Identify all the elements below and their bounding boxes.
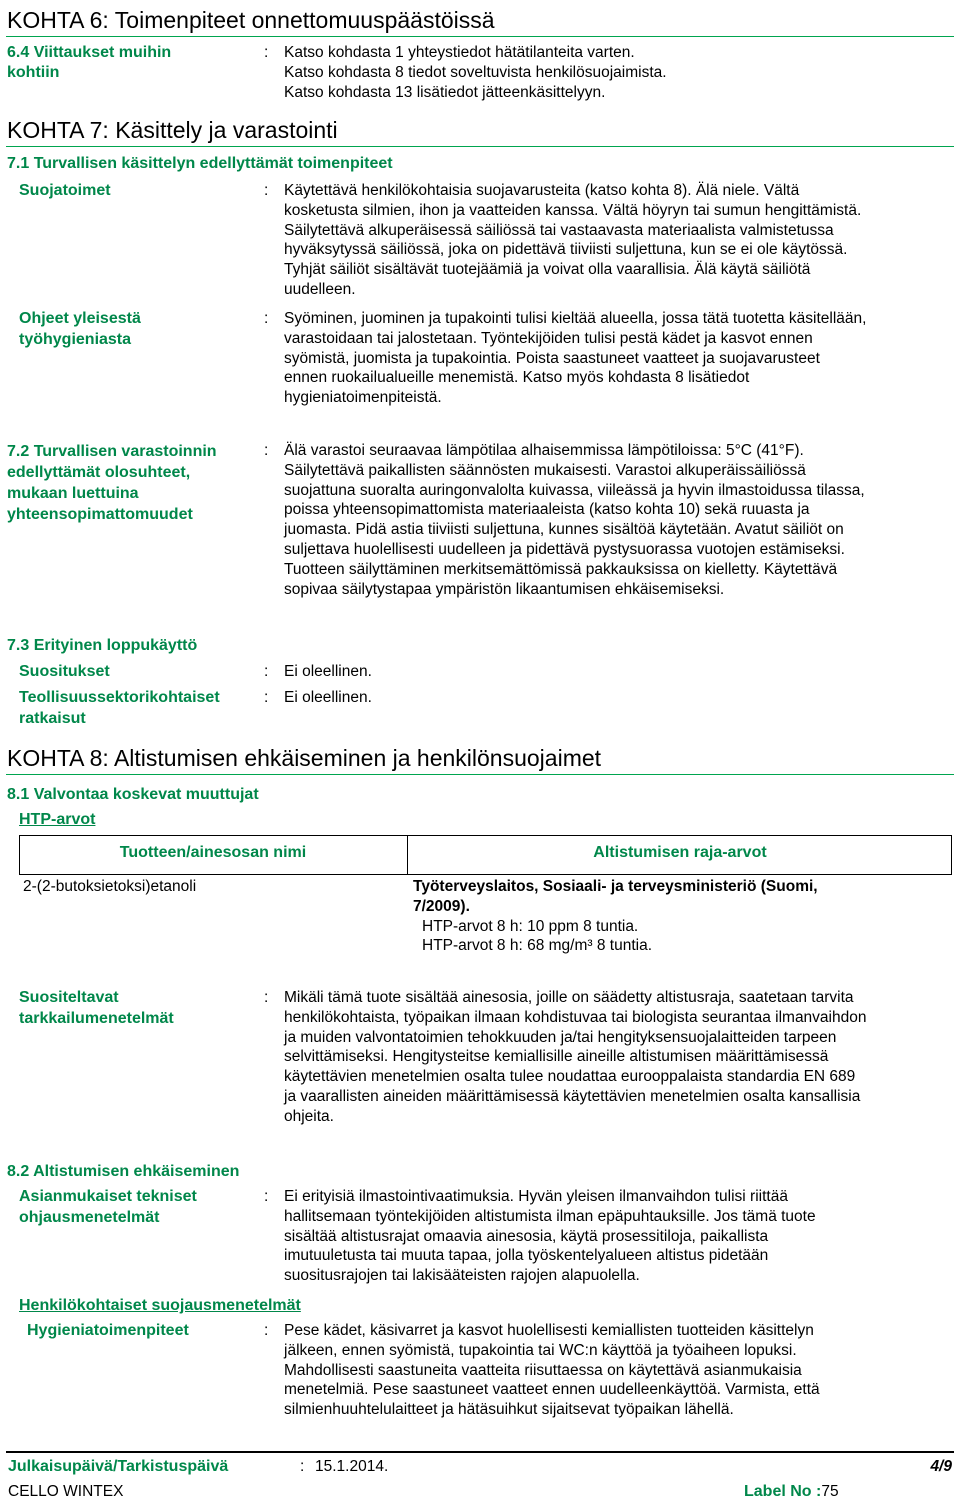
section-7-title: KOHTA 7: Käsittely ja varastointi [7,117,338,143]
tekniset-label: Asianmukaiset tekniset ohjausmenetelmät [19,1188,197,1226]
table-cell-substance: 2-(2-butoksietoksi)etanoli [23,878,197,895]
page-number: 4/9 [930,1458,952,1475]
table-cell-limits: Työterveyslaitos, Sosiaali- ja terveysministeriö (Suomi, 7/2009). HTP-arvot 8 h: 10 ppm 8 tuntia. HTP-arvot 8 h: 68 mg/m³ 8 tuntia. [413,878,818,955]
reference-line: Katso kohdasta 1 yhteystiedot hätätilanteita varten. [284,44,635,61]
ohjeet-label: Ohjeet yleisestä työhygieniasta [19,310,141,348]
ohjeet-text: Syöminen, juominen ja tupakointi tulisi kieltää alueella, jossa tätä tuotetta käsitellään, varastoidaan tai jalostetaan. Työntekijöiden tulisi pestä kädet ja kasvot ennen syömistä, juomista ja tupakointia. Poista saastuneet vaatteet ja suojavarusteet ennen ruokailualueille menemistä. Katso myös kohdasta 8 lisätiedot hygieniatoimenpiteistä. [284,310,867,407]
suojatoimet-label: Suojatoimet [19,182,111,199]
subsection-8-1-title: 8.1 Valvontaa koskevat muuttujat [7,786,259,803]
footer-rule [6,1451,954,1453]
reference-line: Katso kohdasta 13 lisätiedot jätteenkäsittelyyn. [284,83,606,101]
colon: : [264,1188,269,1205]
colon: : [264,989,269,1006]
colon: : [264,44,269,61]
section-divider [6,146,954,147]
table-header-limits: Altistumisen raja-arvot [593,844,767,861]
teollisuus-value: Ei oleellinen. [284,689,372,706]
henkilokohtaiset-heading: Henkilökohtaiset suojausmenetelmät [19,1297,301,1314]
footer-date-value: 15.1.2014. [315,1458,389,1475]
htp-arvot-heading: HTP-arvot [19,811,96,828]
hygienia-text: Pese kädet, käsivarret ja kasvot huolellisesti kemiallisten tuotteiden käsittelyn jälkeen, ennen syömistä, tupakointia tai WC:n käyttöä ja työaiheen lopuksi. Mahdollisesti saastuneita vaatteita riisuttaessa on käytettävä asianmukaisia menetelmiä. Pese saastuneet vaatteet ennen uudelleenkäyttöä. Varmista, että silmienhuuhtelulaitteet ja hätäsuihkut sijaitsevat työpaikan lähellä. [284,1322,820,1419]
subsection-6-4-title: 6.4 Viittaukset muihin kohtiin [7,44,172,81]
tekniset-text: Ei erityisiä ilmastointivaatimuksia. Hyvän yleisen ilmanvaihdon tulisi riittää hallitsemaan työntekijöiden altistumista ilman epäpuhtauksille. Jos tämä tuote sisältää altistusrajat omaavia ainesosia, käytä prosessitiloja, paikallista imutuuletusta tai muuta tapaa, jolla työskentelyalueen altistus pidetään suositusrajojen tai lakisääteisten rajojen alapuolella. [284,1188,816,1285]
colon: : [264,310,269,327]
subsection-7-3-title: 7.3 Erityinen loppukäyttö [7,637,198,654]
suositukset-label: Suositukset [19,663,110,680]
suositukset-value: Ei oleellinen. [284,663,372,680]
subsection-8-2-title: 8.2 Altistumisen ehkäiseminen [7,1163,240,1180]
section-divider [6,774,954,775]
section-divider [6,36,954,37]
colon: : [264,1322,269,1339]
colon: : [264,689,269,706]
hygienia-label: Hygieniatoimenpiteet [27,1322,189,1339]
tarkkailu-label: Suositeltavat tarkkailumenetelmät [19,989,174,1027]
teollisuus-label: Teollisuussektorikohtaiset ratkaisut [19,689,220,727]
section-6-references [284,43,954,102]
footer-date-label: Julkaisupäivä/Tarkistuspäivä [8,1458,229,1475]
subsection-7-1-title: 7.1 Turvallisen käsittelyn edellyttämät toimenpiteet [7,155,393,172]
varastointi-text: Älä varastoi seuraavaa lämpötilaa alhaisemmissa lämpötiloissa: 5°C (41°F). Säilytettävä paikallisten säännösten mukaisesti. Varastoi alkuperäissäiliössä suojattuna suoralta auringonvalolta kuivassa, viileässä ja hyvin ilmastoidussa tilassa, poissa yhteensopimattomista materiaaleista (katso kohta 10) sekä ruuasta ja juomasta. Pidä astia tiiviisti suljettuna, kunnes sisältöä käytetään. Avatut säiliöt on suljettava huolellisesti uudelleen ja pidettävä pystysuorassa vuotojen estämiseksi. Tuotteen säilyttäminen merkitsemättömissä pakkauksissa on kielletty. Käytettävä sopivaa säilytystapaa ympäristön likaantumisen ehkäisemiseksi. [284,442,865,598]
tarkkailu-text: Mikäli tämä tuote sisältää ainesosia, joille on säädetty altistusraja, saatetaan tarvita henkilökohtaista, työpaikan ilmaan kohdistuvaa tai biologista seurantaa ilmanvaihdon ja muiden valvontatoimien tehokkuuden ja/tai hengityksensuojalaitteiden tarpeen selvittämiseksi. Hengitysteitse kemiallisille aineille altistumisen määrittämisessä käytettävien menetelmien osalta tulee noudattaa eurooppalaista standardia EN 689 ja vaarallisten aineiden määrittämisessä käytettävien menetelmien osalta kansallisia ohjeita. [284,989,867,1125]
section-8-title: KOHTA 8: Altistumisen ehkäiseminen ja henkilönsuojaimet [7,745,602,771]
product-name: CELLO WINTEX [8,1483,124,1500]
colon: : [264,442,269,459]
reference-line: Katso kohdasta 8 tiedot soveltuvista henkilösuojaimista. [284,63,667,81]
label-number: Label No :75 [744,1483,839,1500]
colon: : [264,663,269,680]
subsection-7-2-title: 7.2 Turvallisen varastoinnin edellyttämät olosuhteet, mukaan luettuina yhteensopimattomuudet [7,443,217,523]
section-6-title: KOHTA 6: Toimenpiteet onnettomuuspäästöissä [7,7,495,33]
suojatoimet-text: Käytettävä henkilökohtaisia suojavarusteita (katso kohta 8). Älä niele. Vältä kosketusta silmien, ihon ja vaatteiden kanssa. Vältä höyryn tai sumun hengittämistä. Säilytettävä alkuperäisessä säiliössä tai vastaavasta materiaalista valmistetussa hyväksytyssä säiliössä, joka on pidettävä tiiviisti suljettuna, kun se ei ole käytössä. Tyhjät säiliöt sisältävät tuotejäämiä ja voivat olla vaarallisia. Älä käytä säiliötä uudelleen. [284,182,862,298]
colon: : [300,1458,305,1475]
colon: : [264,182,269,199]
table-header-name: Tuotteen/ainesosan nimi [119,844,307,861]
